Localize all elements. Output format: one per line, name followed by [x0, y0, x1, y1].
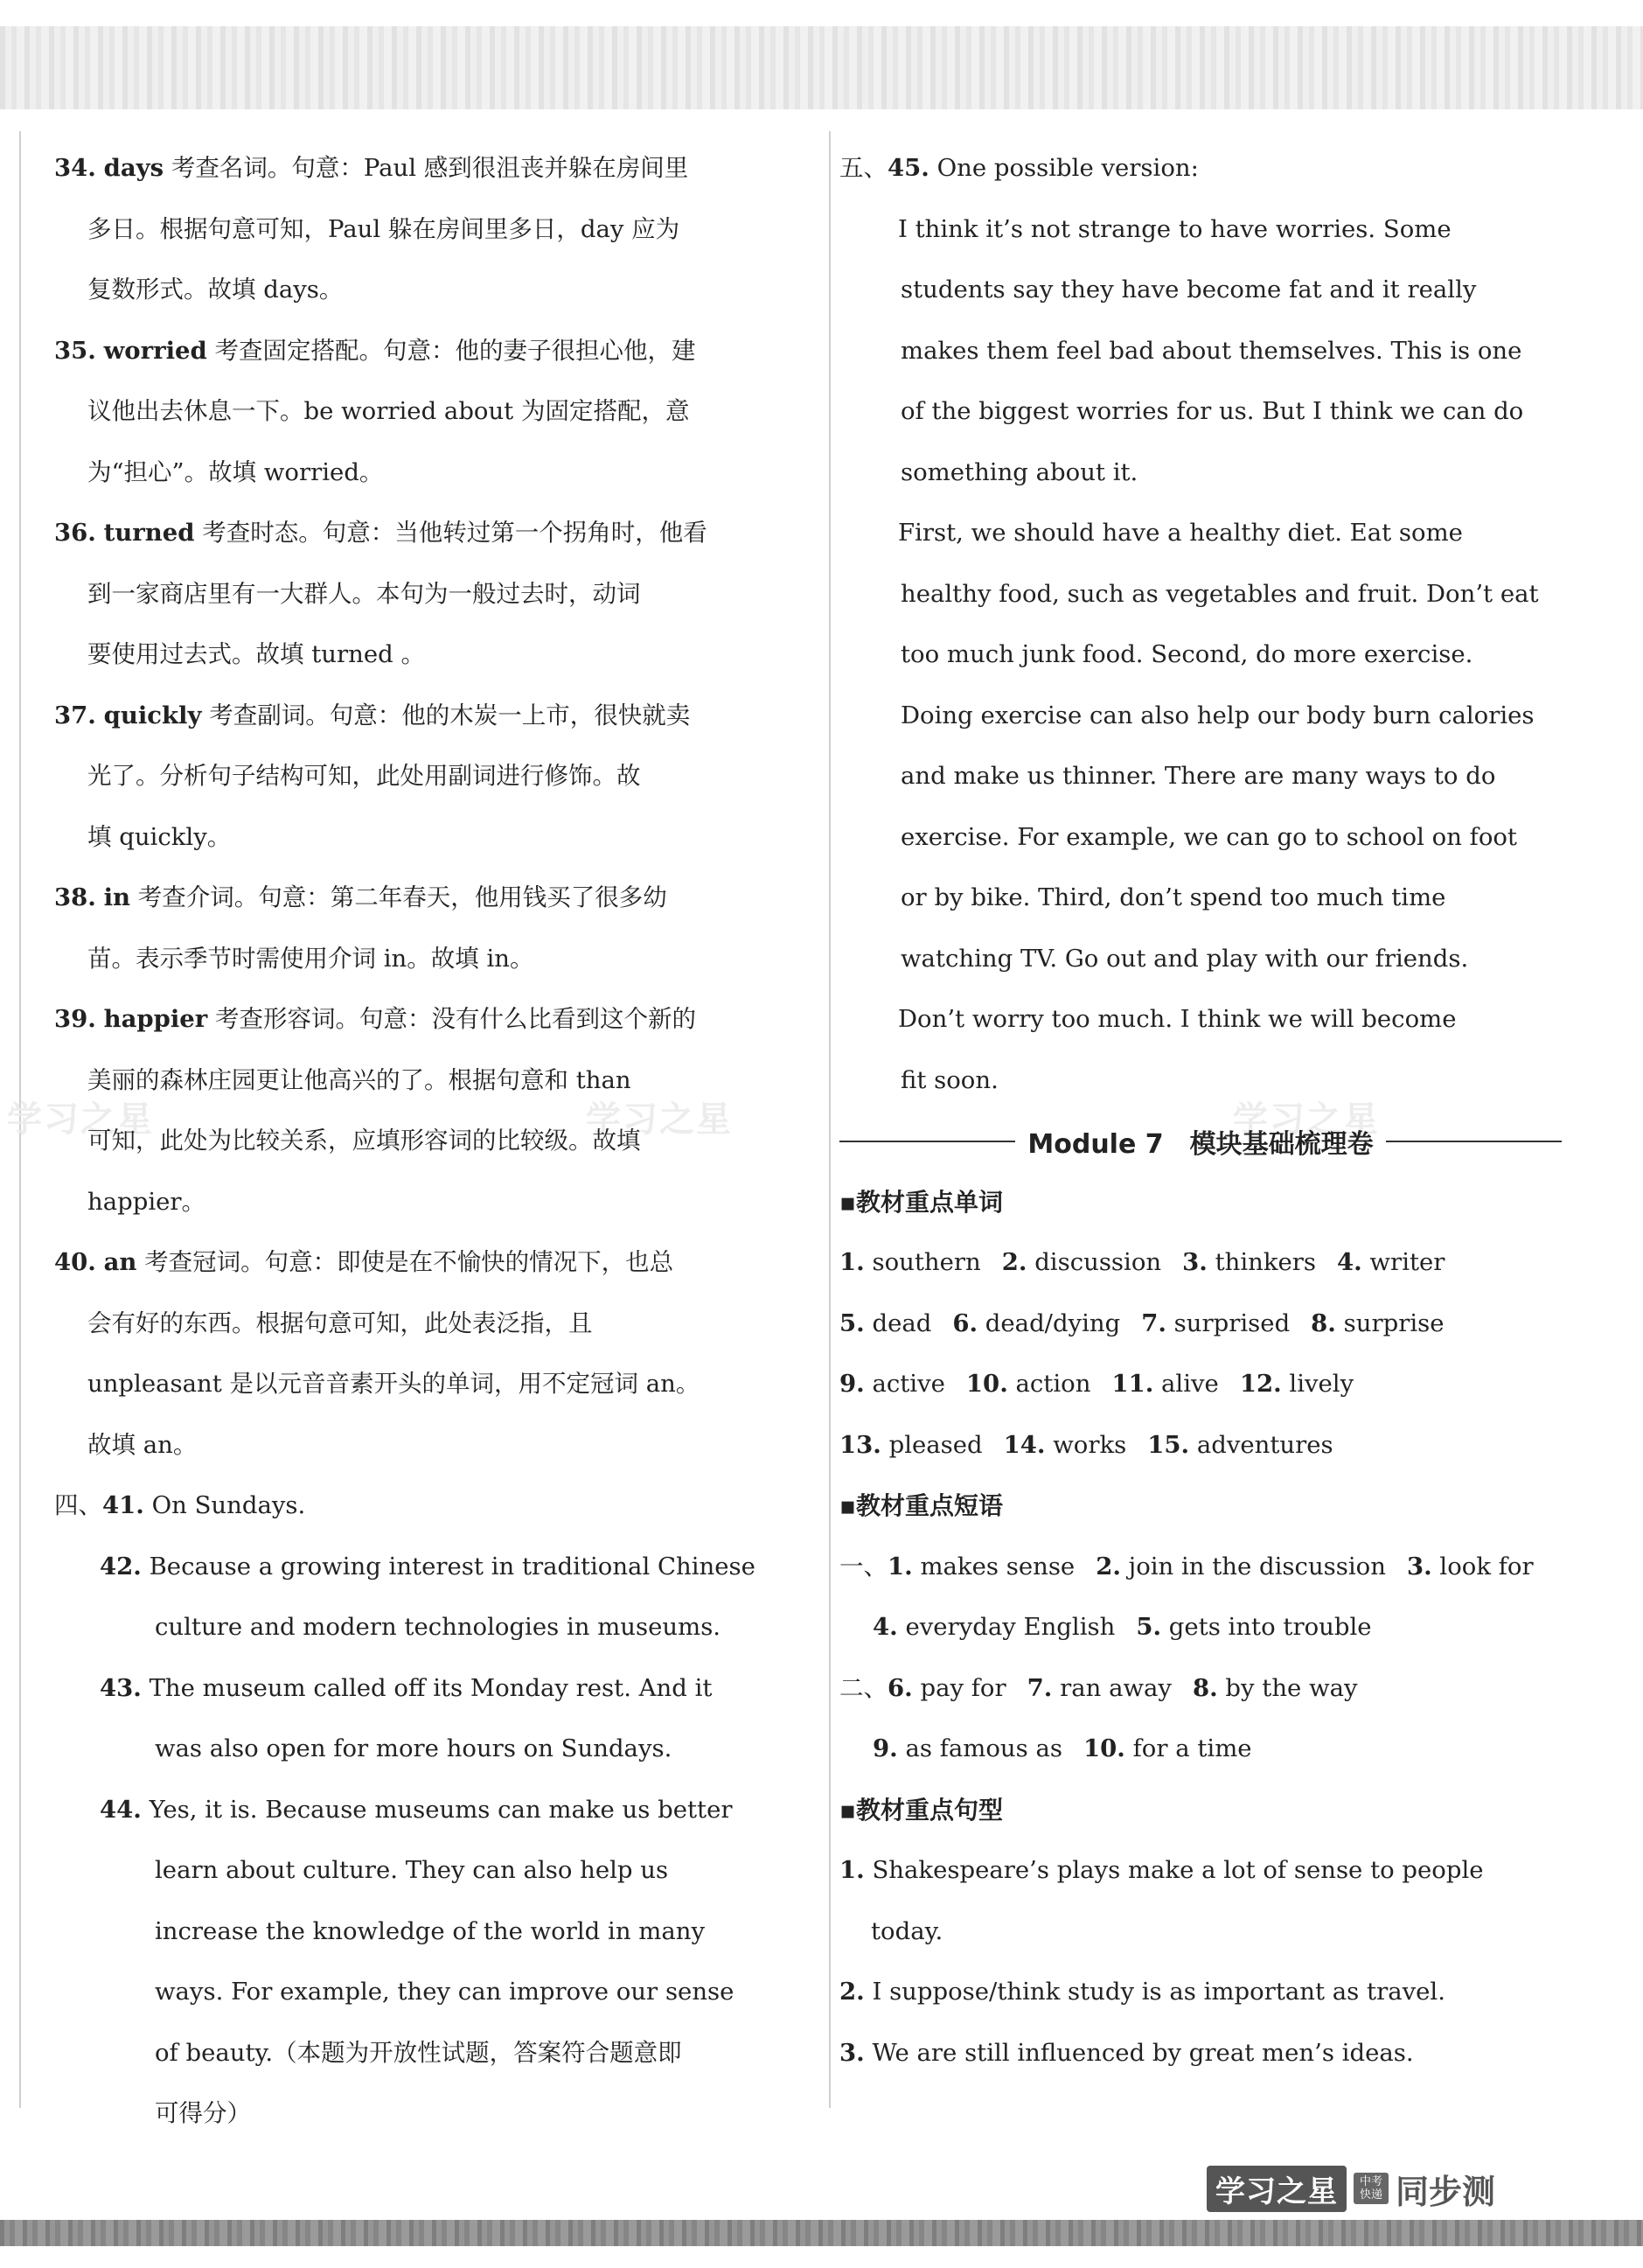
- words-row: [839, 1294, 1562, 1355]
- left-column: [54, 138, 780, 2145]
- watermark: 学习之星: [1233, 1099, 1380, 1140]
- logo-badge: 中考快递: [1354, 2173, 1389, 2204]
- essay-p2-line-3: too much junk food. Second, do more exercise.: [901, 640, 1473, 668]
- word-item: 7. surprised: [1141, 1308, 1291, 1337]
- q39-line-3: 可知，此处为比较关系，应填形容词的比较级。故填: [87, 1127, 641, 1155]
- phrases-row: 二、6. pay for 7. ran away 8. by the way: [839, 1673, 1358, 1702]
- word-item: 1. southern: [839, 1248, 981, 1276]
- essay-p2-line-5: and make us thinner. There are many ways to do: [901, 762, 1496, 790]
- q44-line-6: 可得分）: [155, 2099, 251, 2127]
- phrase-item: 3. look for: [1406, 1552, 1534, 1581]
- q34-line-2: 多日。根据句意可知，Paul 躲在房间里多日，day 应为: [87, 214, 680, 243]
- essay-p2-line-8: watching TV. Go out and play with our friends.: [901, 944, 1469, 973]
- essay-p1-line-1: I think it’s not strange to have worries. Some: [898, 214, 1452, 243]
- essay-p1-line-4: of the biggest worries for us. But I think we can do: [901, 397, 1524, 425]
- q40-line-4: 故填 an。: [87, 1430, 198, 1459]
- watermark: 学习之星: [7, 1099, 154, 1140]
- watermark: 学习之星: [586, 1099, 733, 1140]
- essay-p2-line-4: Doing exercise can also help our body burn calories: [901, 701, 1535, 729]
- word-item: 11. alive: [1111, 1370, 1219, 1398]
- phrase-item: 2. join in the discussion: [1096, 1552, 1386, 1581]
- top-scan-strip: [0, 26, 1643, 109]
- essay-p2-line-1: First, we should have a healthy diet. Eat some: [898, 519, 1463, 547]
- sentence-1-line-1: 1. Shakespeare’s plays make a lot of sense to people: [839, 1856, 1484, 1884]
- word-item: 12. lively: [1239, 1370, 1354, 1398]
- q44-line-3: increase the knowledge of the world in many: [155, 1916, 705, 1945]
- q39-line-4: happier。: [87, 1187, 206, 1216]
- q44-line-1: 44. Yes, it is. Because museums can make us better: [100, 1795, 733, 1824]
- phrase-item: 4. everyday English: [873, 1613, 1116, 1641]
- phrases-row: [839, 1597, 1562, 1658]
- q34-line-1: 34. days 考查名词。句意：Paul 感到很沮丧并躲在房间里: [54, 154, 689, 182]
- phrases-row: [839, 1719, 1562, 1780]
- q41: 四、41. On Sundays.: [54, 1491, 306, 1519]
- phrase-item: 6. pay for: [888, 1673, 1006, 1702]
- word-item: 5. dead: [839, 1308, 932, 1337]
- q36-line-1: 36. turned 考查时态。句意：当他转过第一个拐角时，他看: [54, 519, 707, 547]
- q36-line-3: 要使用过去式。故填 turned 。: [87, 640, 425, 668]
- word-item: 8. surprise: [1311, 1308, 1445, 1337]
- essay-p3-line-2: fit soon.: [901, 1065, 999, 1094]
- title-rule-right: [1386, 1141, 1562, 1142]
- sentence-2: 2. I suppose/think study is as important as travel.: [839, 1978, 1445, 2006]
- word-item: 2. discussion: [1001, 1248, 1162, 1276]
- logo-main-text: 学习之星: [1207, 2166, 1347, 2212]
- q39-line-2: 美丽的森林庄园更让他高兴的了。根据句意和 than: [87, 1065, 631, 1094]
- word-item: 13. pleased: [839, 1430, 983, 1459]
- right-column: [839, 138, 1562, 2083]
- q43-line-1: 43. The museum called off its Monday rest. And it: [100, 1673, 713, 1702]
- word-item: 10. action: [965, 1370, 1091, 1398]
- q34-line-3: 复数形式。故填 days。: [87, 276, 344, 304]
- word-item: 14. works: [1003, 1430, 1127, 1459]
- phrase-item: 7. ran away: [1027, 1673, 1172, 1702]
- word-item: 6. dead/dying: [952, 1308, 1121, 1337]
- q38-line-2: 苗。表示季节时需使用介词 in。故填 in。: [87, 944, 534, 973]
- word-item: 9. active: [839, 1370, 945, 1398]
- phrase-item: 8. by the way: [1192, 1673, 1358, 1702]
- q44-line-2: learn about culture. They can also help us: [155, 1856, 669, 1884]
- words-row: [839, 1232, 1562, 1294]
- q36-line-2: 到一家商店里有一大群人。本句为一般过去时，动词: [87, 579, 641, 608]
- logo-tail-text: 同步测: [1396, 2172, 1496, 2211]
- essay-p1-line-5: something about it.: [901, 457, 1138, 486]
- bottom-scan-strip: [0, 2220, 1643, 2246]
- essay-p3-line-1: Don’t worry too much. I think we will become: [898, 1005, 1457, 1033]
- words-row: [839, 1354, 1562, 1415]
- q35-line-3: 为“担心”。故填 worried。: [87, 457, 384, 486]
- q40-line-1: 40. an 考查冠词。句意：即使是在不愉快的情况下，也总: [54, 1248, 674, 1276]
- essay-p2-line-2: healthy food, such as vegetables and fruit. Don’t eat: [901, 579, 1539, 608]
- q44-line-4: ways. For example, they can improve our sense: [155, 1978, 734, 2006]
- phrase-item: 1. makes sense: [888, 1552, 1076, 1581]
- publisher-logo: [1207, 2167, 1495, 2209]
- q35-line-2: 议他出去休息一下。be worried about 为固定搭配，意: [87, 397, 690, 425]
- q39-line-1: 39. happier 考查形容词。句意：没有什么比看到这个新的: [54, 1005, 697, 1033]
- word-item: 15. adventures: [1147, 1430, 1333, 1459]
- q45-heading: 五、45. One possible version:: [839, 154, 1199, 182]
- phrase-item: 5. gets into trouble: [1136, 1613, 1372, 1641]
- essay-p2-line-7: or by bike. Third, don’t spend too much time: [901, 883, 1446, 911]
- q37-line-1: 37. quickly 考查副词。句意：他的木炭一上市，很快就卖: [54, 701, 691, 729]
- q37-line-2: 光了。分析句子结构可知，此处用副词进行修饰。故: [87, 762, 641, 790]
- q38-line-1: 38. in 考查介词。句意：第二年春天，他用钱买了很多幼: [54, 883, 667, 911]
- q42-line-1: 42. Because a growing interest in traditional Chinese: [100, 1552, 755, 1581]
- essay-p2-line-6: exercise. For example, we can go to school on foot: [901, 822, 1517, 851]
- q43-line-2: was also open for more hours on Sundays.: [155, 1734, 672, 1762]
- word-item: 3. thinkers: [1182, 1248, 1317, 1276]
- phrase-item: 9. as famous as: [873, 1734, 1062, 1762]
- q40-line-3: unpleasant 是以元音音素开头的单词，用不定冠词 an。: [87, 1370, 700, 1398]
- phrases-row: 一、1. makes sense 2. join in the discussion 3. look for: [839, 1552, 1534, 1581]
- phrase-item: 10. for a time: [1083, 1734, 1252, 1762]
- q40-line-2: 会有好的东西。根据句意可知，此处表泛指，且: [87, 1308, 593, 1337]
- q44-line-5: of beauty.（本题为开放性试题，答案符合题意即: [155, 2038, 682, 2067]
- essay-p1-line-3: makes them feel bad about themselves. This is one: [901, 336, 1522, 365]
- module-title: [839, 1111, 1562, 1172]
- sentence-1-line-2: today.: [871, 1916, 943, 1945]
- essay-p1-line-2: students say they have become fat and it really: [901, 276, 1477, 304]
- sentences-heading: ▪教材重点句型: [839, 1795, 1003, 1825]
- phrases-heading: ▪教材重点短语: [839, 1491, 1003, 1520]
- q42-line-2: culture and modern technologies in museums.: [155, 1613, 721, 1641]
- sentence-3: 3. We are still influenced by great men’s ideas.: [839, 2038, 1414, 2067]
- words-row: [839, 1415, 1562, 1476]
- module-title-text: Module 7 模块基础梳理卷: [1027, 1128, 1374, 1160]
- words-heading: ▪教材重点单词: [839, 1187, 1003, 1217]
- title-rule-left: [839, 1141, 1015, 1142]
- q35-line-1: 35. worried 考查固定搭配。句意：他的妻子很担心他，建: [54, 336, 696, 365]
- q37-line-3: 填 quickly。: [87, 822, 232, 851]
- word-item: 4. writer: [1337, 1248, 1445, 1276]
- column-divider: [829, 131, 831, 2108]
